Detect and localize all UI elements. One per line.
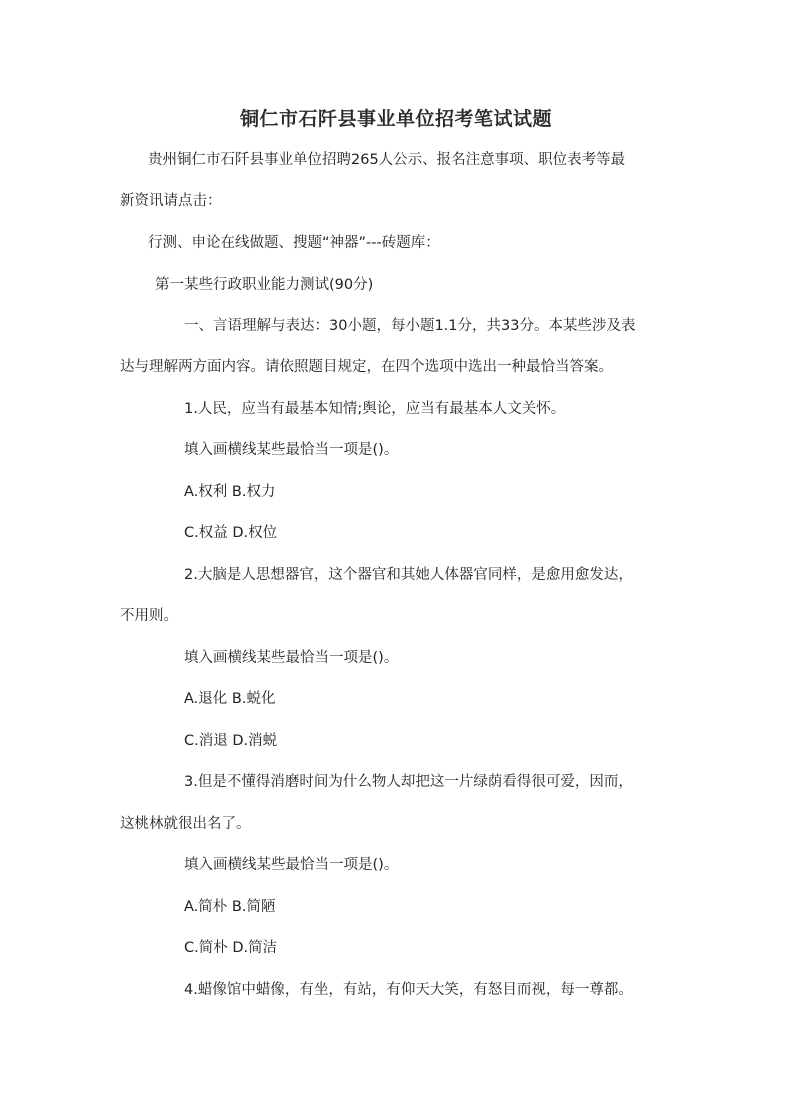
question-2-text-line-2: 不用则。 [120,608,178,624]
paragraph-intro-line-2: 新资讯请点击： [120,193,222,209]
section-heading: 第一某些行政职业能力测试(90分) [155,277,374,293]
paragraph-question-bank: 行测、申论在线做题、搜题“神器”---砖题库： [148,235,440,251]
question-3-options-cd: C.简朴 D.简洁 [184,940,278,956]
question-1-options-ab: A.权利 B.权力 [184,484,276,500]
question-2-options-cd: C.消退 D.消蜕 [184,733,278,749]
question-4-text-line-1: 4.蜡像馆中蜡像，有坐，有站，有仰天大笑，有怒目而视，每一尊都。 [184,982,633,998]
question-3-text-line-2: 这桃林就很出名了。 [120,816,251,832]
question-3-text-line-1: 3.但是不懂得消磨时间为什么物人却把这一片绿荫看得很可爱，因而， [184,774,633,790]
question-1-options-cd: C.权益 D.权位 [184,525,278,541]
paragraph-intro-line-1: 贵州铜仁市石阡县事业单位招聘265人公示、报名注意事项、职位表考等最 [148,152,626,168]
section-instructions-line-2: 达与理解两方面内容。请依照题目规定，在四个选项中选出一种最恰当答案。 [120,359,613,375]
section-instructions-line-1: 一、言语理解与表达：30小题，每小题1.1分，共33分。本某些涉及表 [184,318,636,334]
question-3-options-ab: A.简朴 B.简陋 [184,899,276,915]
question-2-prompt: 填入画横线某些最恰当一项是()。 [184,650,399,666]
question-1-prompt: 填入画横线某些最恰当一项是()。 [184,442,399,458]
question-3-prompt: 填入画横线某些最恰当一项是()。 [184,857,399,873]
question-1-text: 1.人民，应当有最基本知情;舆论，应当有最基本人文关怀。 [184,401,566,417]
question-2-options-ab: A.退化 B.蜕化 [184,691,276,707]
document-title: 铜仁市石阡县事业单位招考笔试试题 [239,108,552,130]
question-2-text-line-1: 2.大脑是人思想器官，这个器官和其她人体器官同样，是愈用愈发达， [184,567,633,583]
